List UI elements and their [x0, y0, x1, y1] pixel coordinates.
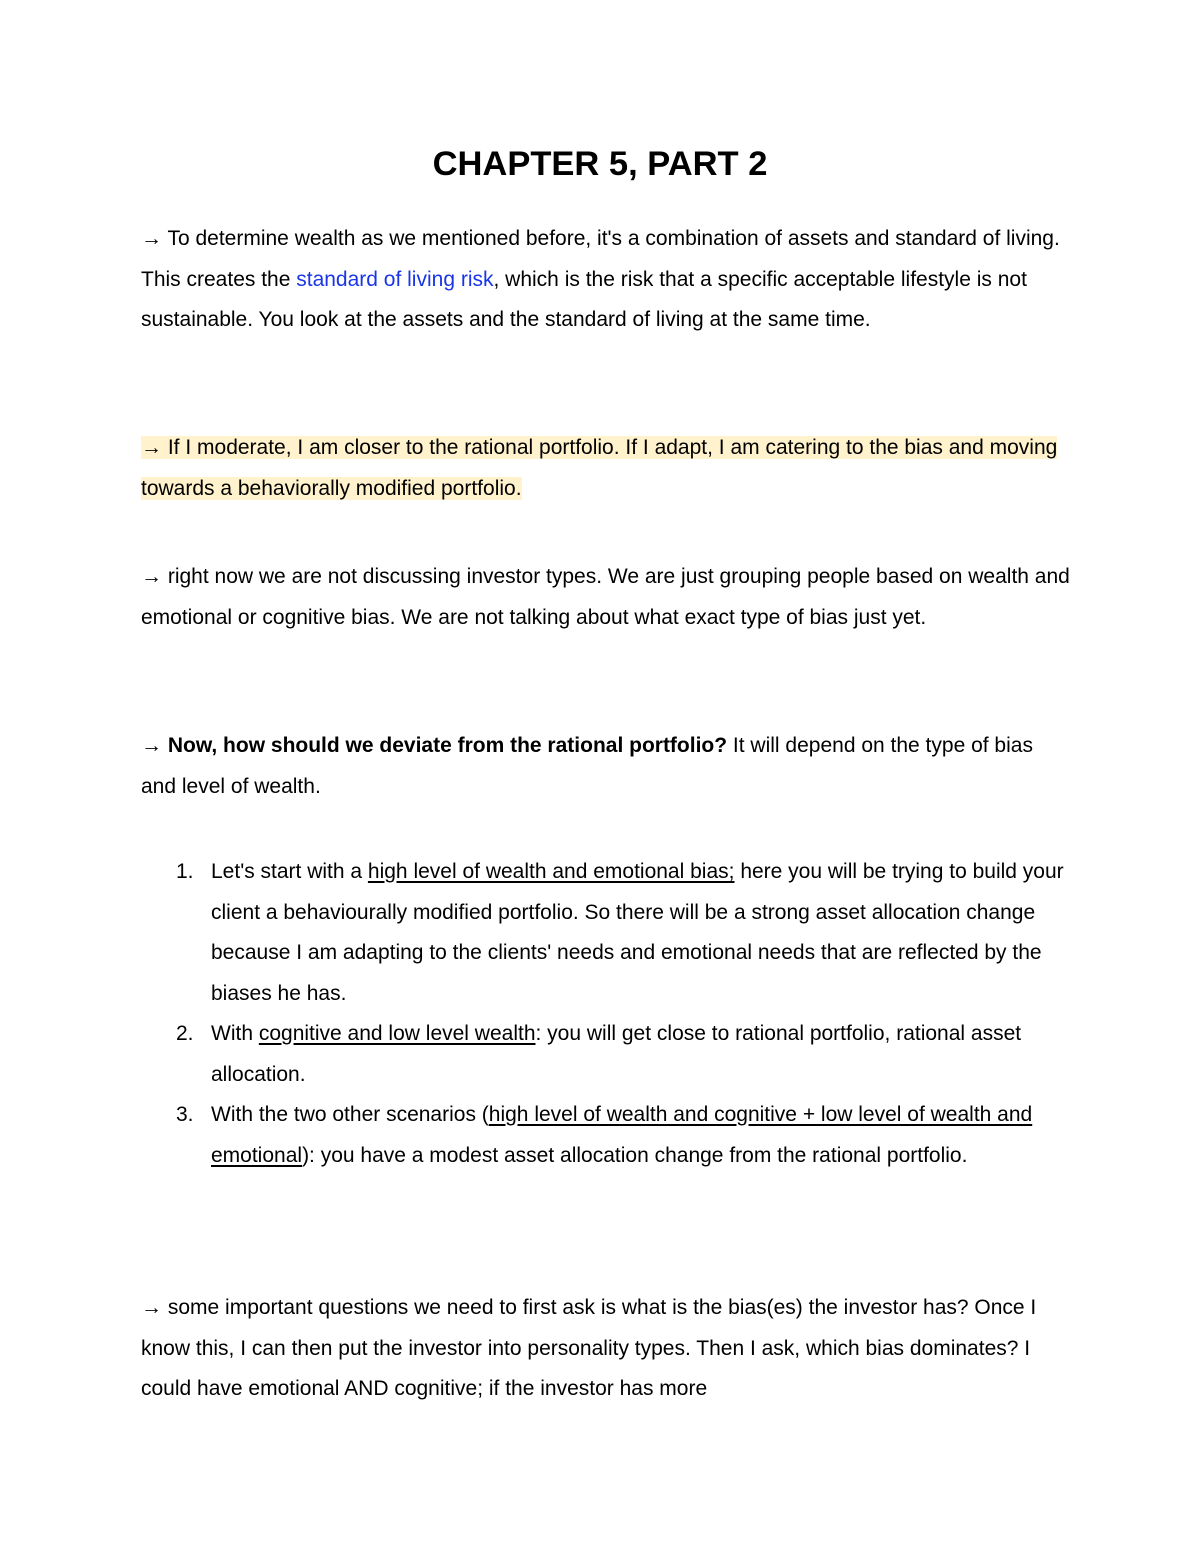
paragraph-text: some important questions we need to first ask is what is the bias(es) the investor has? Once I know this, I can then put the investor into personality types. Then I ask, which bias dominates? I could have emotional AND cognitive; if the investor has more [141, 1296, 1037, 1400]
underlined-text: cognitive and low level wealth [258, 1022, 536, 1045]
bold-question: Now, how should we deviate from the rational portfolio? [167, 734, 728, 757]
list-text: Let's start with a [211, 860, 368, 883]
standard-of-living-risk-link[interactable]: standard of living risk [296, 267, 494, 291]
list-text: here you will be trying to build your client a behaviourally modified portfolio. So there will be a strong asset allocation change because I am adapting to the clients' needs and emotional needs that are reflected by the biases he has. [211, 860, 1064, 1005]
paragraph-important-questions [141, 1288, 1071, 1410]
list-text: ): you have a modest asset allocation change from the rational portfolio. [302, 1143, 968, 1167]
list-item [141, 1095, 1071, 1176]
paragraph-text: right now we are not discussing investor types. We are just grouping people based on wealth and emotional or cognitive bias. We are not talking about what exact type of bias just yet. [141, 565, 1070, 629]
underlined-text: high level of wealth and emotional bias; [367, 860, 735, 883]
list-text: With the two other scenarios ( [211, 1103, 489, 1126]
arrow-icon: → [141, 227, 162, 250]
underlined-text: high level of wealth and cognitive + low level of wealth and emotional [211, 1103, 1033, 1167]
paragraph-moderate-adapt [141, 428, 1071, 509]
list-number: 2. [176, 1022, 194, 1045]
paragraph-text: To determine wealth as we mentioned before, it's a combination of assets and standard of living. This creates the [141, 227, 1060, 291]
arrow-icon: → [141, 436, 162, 459]
list-number: 3. [176, 1103, 194, 1126]
paragraph-text: It will depend on the type of bias and level of wealth. [141, 734, 1033, 798]
list-number: 1. [176, 860, 194, 883]
list-item [141, 852, 1071, 1014]
list-text: With [211, 1022, 259, 1045]
arrow-icon: → [141, 565, 162, 588]
page-title: CHAPTER 5, PART 2 [432, 145, 768, 183]
list-text: : you will get close to rational portfolio, rational asset allocation. [211, 1022, 1022, 1086]
arrow-icon: → [141, 1296, 162, 1319]
highlighted-text: If I moderate, I am closer to the rational portfolio. If I adapt, I am catering to the bias and moving towards a behaviorally modified portfolio. [141, 436, 1058, 500]
paragraph-investor-types [141, 557, 1071, 638]
list-item [141, 1014, 1071, 1095]
paragraph-text: , which is the risk that a specific acceptable lifestyle is not sustainable. You look at the assets and the standard of living at the same time. [141, 267, 1027, 331]
scenario-list [141, 852, 1071, 1176]
paragraph-standard-of-living [141, 219, 1071, 341]
paragraph-deviate-question [141, 726, 1071, 807]
arrow-icon: → [141, 734, 162, 757]
